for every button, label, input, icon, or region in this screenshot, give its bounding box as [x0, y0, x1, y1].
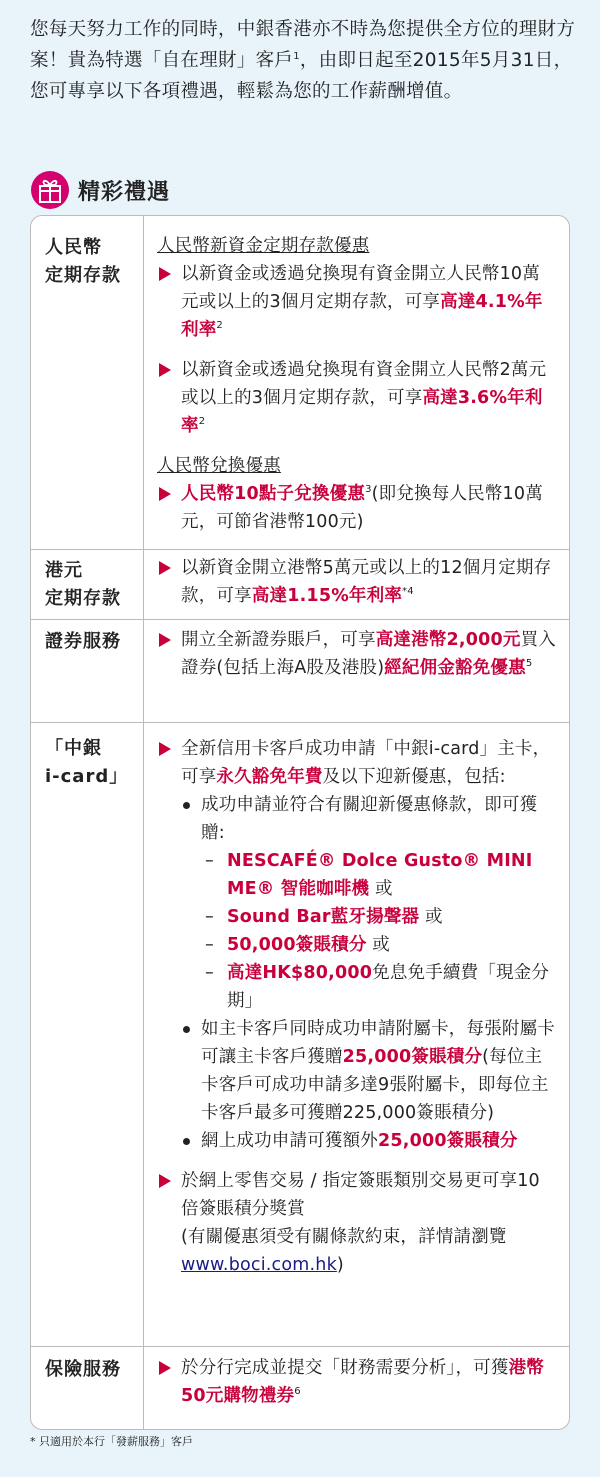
row-divider: [31, 722, 569, 723]
category-hkd-deposit: 港元 定期存款: [45, 560, 121, 609]
category-insurance: 保險服務: [45, 1359, 121, 1380]
icard-welcome-gift-item: 成功申請並符合有關迎新優惠條款，即可獲贈:: [181, 791, 557, 847]
hkd-offer-1: 以新資金開立港幣5萬元或以上的12個月定期存款，可享高達1.15%年利率$^{*4}$: [157, 554, 557, 610]
row-divider: [31, 619, 569, 620]
rmb-offer-3: 人民幣10點子兌換優惠$^3$(即兌換每人民幣10萬元，可節省港幣100元): [157, 480, 557, 536]
intro-footnote-ref: 1: [293, 50, 300, 62]
gift-icon: [30, 170, 70, 210]
icard-supplementary-card-item: 如主卡客戶同時成功申請附屬卡，每張附屬卡可讓主卡客戶獲贈25,000簽賬積分(每位主卡客戶可成功申請多達9張附屬卡，即每位主卡客戶最多可獲贈225,000簽賬積分): [181, 1015, 557, 1127]
insurance-offer-1: 於分行完成並提交「財務需要分析」，可獲港幣50元購物禮券$^6$: [157, 1354, 557, 1410]
category-icard: 「中銀 i-card」: [45, 738, 129, 787]
icard-offers: [157, 735, 557, 1279]
hkd-offers: [157, 554, 557, 610]
icard-terms-note: (有關優惠須受有關條款約束，詳情請瀏覽www.boci.com.hk): [181, 1227, 507, 1275]
intro-text-1: 您每天努力工作的同時，中銀香港亦不時為您提供全方位的理財方案！貴為特選「自在理財」客戶: [30, 19, 576, 71]
rmb-offers: [157, 232, 557, 536]
section-header: [30, 168, 170, 212]
rmb-offer-1: 以新資金或透過兌換現有資金開立人民幣10萬元或以上的3個月定期存款，可享高達4.1%年利率$^2$: [157, 260, 557, 344]
row-divider: [31, 549, 569, 550]
icard-offer-1: 全新信用卡客戶成功申請「中銀i-card」主卡，可享永久豁免年費及以下迎新優惠，包括:: [157, 735, 557, 791]
category-securities: 證券服務: [45, 631, 121, 652]
offers-table: [30, 215, 570, 1430]
securities-offer-1: 開立全新證券賬戶，可享高達港幣2,000元買入證券(包括上海A股及港股)經紀佣金豁免優惠$^5$: [157, 626, 557, 682]
rmb-subheading-exchange: 人民幣兌換優惠: [157, 456, 281, 476]
icard-offer-2: 於網上零售交易 / 指定簽賬類別交易更可享10倍簽賬積分獎賞: [157, 1167, 557, 1223]
intro-text-2: ，由即日起至2015年5月31日，您可專享以下各項禮遇，輕鬆為您的工作薪酬增值。: [30, 50, 573, 102]
icard-gift-speaker: – Sound Bar藍牙揚聲器 或: [201, 903, 557, 931]
icard-gift-instalment: – 高達HK$80,000免息免手續費「現金分期」: [201, 959, 557, 1015]
row-divider: [31, 1346, 569, 1347]
icard-gift-coffee-machine: – NESCAFÉ® Dolce Gusto® MINI ME® 智能咖啡機 或: [201, 847, 557, 903]
category-rmb-deposit: 人民幣 定期存款: [45, 237, 121, 286]
section-title: 精彩禮遇: [78, 179, 171, 205]
securities-offers: [157, 626, 557, 682]
intro-paragraph: [30, 14, 578, 107]
footnote: * 只適用於本行「發薪服務」客戶: [30, 1435, 193, 1448]
insurance-offers: [157, 1354, 557, 1410]
rmb-subheading-deposit: 人民幣新資金定期存款優惠: [157, 236, 370, 256]
icard-gift-points: – 50,000簽賬積分 或: [201, 931, 557, 959]
icard-online-bonus-item: 網上成功申請可獲額外25,000簽賬積分: [181, 1127, 557, 1155]
boci-website-link[interactable]: www.boci.com.hk: [181, 1255, 337, 1275]
category-column-divider: [31, 216, 144, 1429]
rmb-offer-2: 以新資金或透過兌換現有資金開立人民幣2萬元或以上的3個月定期存款，可享高達3.6%年利率$^2$: [157, 356, 557, 440]
